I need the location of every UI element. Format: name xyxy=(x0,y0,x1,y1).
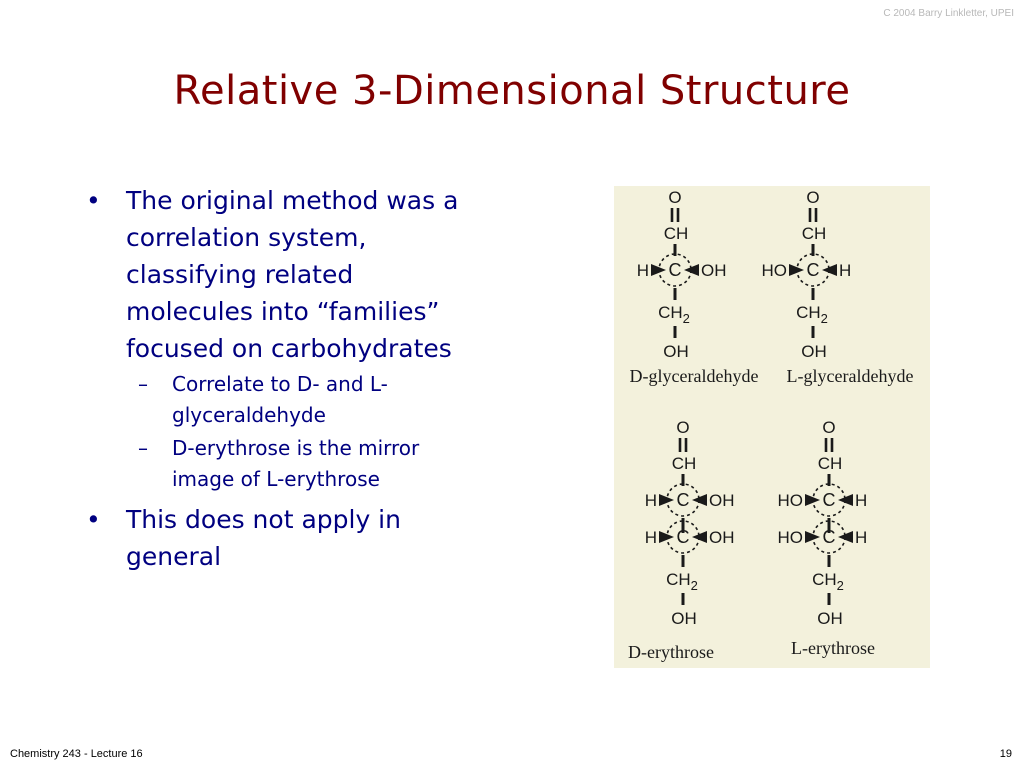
aldehyde-ch-label: CH xyxy=(801,224,827,243)
carbon-atom-label: C xyxy=(822,490,836,510)
left-wedge-bond xyxy=(651,264,666,276)
carbon-atom-label: C xyxy=(676,490,690,510)
right-wedge-bond xyxy=(692,494,707,506)
right-substituent-label: H xyxy=(855,491,868,510)
right-substituent-label: OH xyxy=(709,528,735,547)
label-d-erythrose: D-erythrose xyxy=(628,642,714,662)
fischer-projections-diagram xyxy=(614,186,930,668)
oxygen-atom-label: O xyxy=(668,188,682,207)
ch2-group-label: $CH_2$ xyxy=(812,570,844,593)
left-wedge-bond xyxy=(659,494,674,506)
aldehyde-ch-label: CH xyxy=(671,454,697,473)
left-wedge-bond xyxy=(805,531,820,543)
right-wedge-bond xyxy=(822,264,837,276)
sub-bullet-marker: – xyxy=(138,372,148,396)
left-substituent-label: H xyxy=(636,261,649,280)
sub-bullet-list xyxy=(86,369,486,495)
hydroxyl-end-label: OH xyxy=(663,342,689,361)
copyright-notice: C 2004 Barry Linkletter, UPEI xyxy=(883,8,1014,19)
bullet-list xyxy=(86,182,486,575)
hydroxyl-end-label: OH xyxy=(817,609,843,628)
bullet-text: The original method was a correlation system, classifying related molecules into “families” focused on carbohydrates xyxy=(126,186,459,363)
left-substituent-label: H xyxy=(644,491,657,510)
right-substituent-label: OH xyxy=(701,261,727,280)
sub-bullet-item xyxy=(86,369,486,431)
label-d-glyceraldehyde: D-glyceraldehyde xyxy=(629,366,759,386)
right-substituent-label: H xyxy=(855,528,868,547)
sub-bullet-text: D-erythrose is the mirror image of L-erythrose xyxy=(172,436,420,491)
hydroxyl-end-label: OH xyxy=(671,609,697,628)
hydroxyl-end-label: OH xyxy=(801,342,827,361)
oxygen-atom-label: O xyxy=(676,418,690,437)
slide-title: Relative 3-Dimensional Structure xyxy=(173,68,851,114)
right-wedge-bond xyxy=(838,531,853,543)
footer-course: Chemistry 243 - Lecture 16 xyxy=(10,748,143,760)
ch2-group-label: $CH_2$ xyxy=(658,303,690,326)
sub-bullet-text: Correlate to D- and L-glyceraldehyde xyxy=(172,372,388,427)
sub-bullet-marker: – xyxy=(138,436,148,460)
left-wedge-bond xyxy=(789,264,804,276)
label-l-erythrose: L-erythrose xyxy=(791,638,875,658)
left-wedge-bond xyxy=(805,494,820,506)
aldehyde-ch-label: CH xyxy=(817,454,843,473)
bullet-marker: • xyxy=(86,186,101,215)
bullet-text: This does not apply in general xyxy=(126,505,401,571)
sub-bullet-item xyxy=(86,433,486,495)
left-substituent-label: H xyxy=(644,528,657,547)
right-wedge-bond xyxy=(838,494,853,506)
bullet-marker: • xyxy=(86,505,101,534)
ch2-group-label: $CH_2$ xyxy=(666,570,698,593)
left-substituent-label: HO xyxy=(777,491,803,510)
aldehyde-ch-label: CH xyxy=(663,224,689,243)
right-wedge-bond xyxy=(692,531,707,543)
oxygen-atom-label: O xyxy=(822,418,836,437)
structure-figure xyxy=(614,186,930,668)
carbon-atom-label: C xyxy=(806,260,820,280)
right-substituent-label: H xyxy=(839,261,852,280)
label-l-glyceraldehyde: L-glyceraldehyde xyxy=(786,366,914,386)
page-number: 19 xyxy=(999,748,1012,760)
oxygen-atom-label: O xyxy=(806,188,820,207)
left-substituent-label: HO xyxy=(777,528,803,547)
left-substituent-label: HO xyxy=(761,261,787,280)
bullet-item xyxy=(86,501,486,575)
carbon-atom-label: C xyxy=(676,527,690,547)
bullet-item xyxy=(86,182,486,367)
right-wedge-bond xyxy=(684,264,699,276)
carbon-atom-label: C xyxy=(668,260,682,280)
right-substituent-label: OH xyxy=(709,491,735,510)
left-wedge-bond xyxy=(659,531,674,543)
carbon-atom-label: C xyxy=(822,527,836,547)
ch2-group-label: $CH_2$ xyxy=(796,303,828,326)
